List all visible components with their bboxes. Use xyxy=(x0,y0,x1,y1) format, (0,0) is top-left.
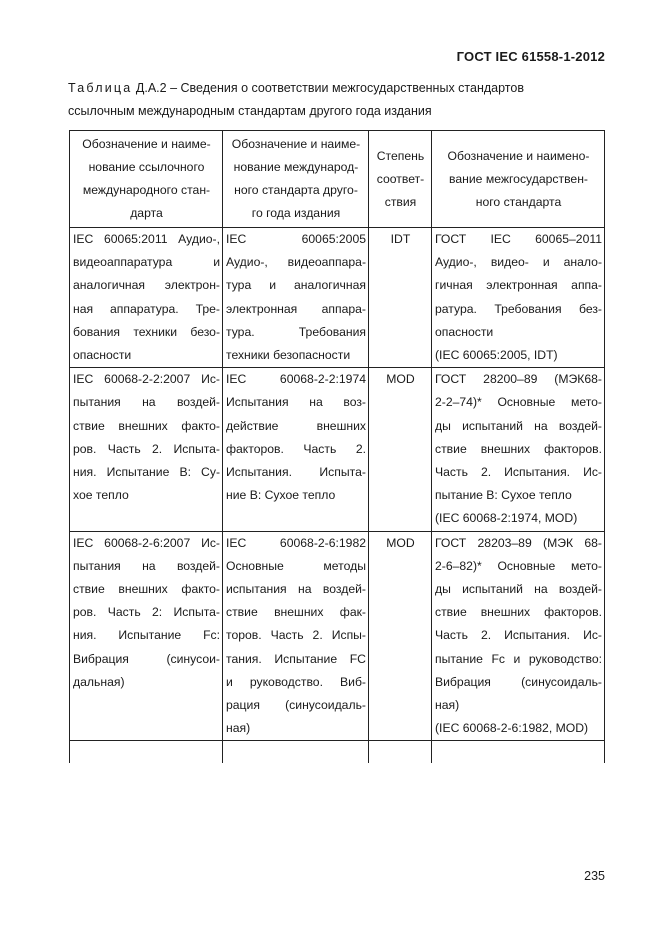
table-header-row xyxy=(70,131,605,228)
cell-line: Вибрация (синусоидаль- xyxy=(435,674,602,689)
header-ref-standard xyxy=(70,131,223,228)
table-row-empty xyxy=(70,741,605,764)
header-line: го года издания xyxy=(251,206,341,220)
cell-degree xyxy=(369,228,432,368)
header-line: Степень xyxy=(376,148,425,163)
header-line: нование ссылочного xyxy=(88,160,205,174)
cell-line: Аудио-, видео- и анало- xyxy=(435,255,602,270)
degree-value: MOD xyxy=(386,372,415,387)
cell-line: ГОСТ 28203–89 (МЭК 68- xyxy=(435,535,602,550)
table-row xyxy=(70,531,605,741)
standards-table xyxy=(69,130,605,763)
cell-empty xyxy=(432,741,605,764)
header-line: Обозначение и наиме- xyxy=(231,137,361,151)
cell-line: дальная) xyxy=(73,674,125,689)
header-line: вание межгосударствен- xyxy=(449,171,588,186)
cell-line: пытания на воздей- xyxy=(73,395,220,410)
caption-number: Д.А.2 xyxy=(135,81,167,95)
cell-line: 2-2–74)* Основные мето- xyxy=(435,395,602,410)
cell-line: тура и аналогичная xyxy=(226,278,366,293)
header-intl-standard xyxy=(223,131,369,228)
cell-gost-standard xyxy=(432,368,605,531)
cell-line: ния. Испытание В: Су- xyxy=(73,465,220,480)
cell-empty xyxy=(223,741,369,764)
cell-line: Часть 2. Испытания. Ис- xyxy=(435,628,602,643)
cell-line: торов. Часть 2. Испы- xyxy=(226,628,366,643)
degree-value: MOD xyxy=(386,535,415,550)
cell-line: опасности xyxy=(73,348,132,363)
cell-line: (IEC 60068-2:1974, MOD) xyxy=(435,511,578,526)
cell-line: Вибрация (синусои- xyxy=(73,651,220,666)
header-line: нование международ- xyxy=(233,160,359,174)
cell-line: действие внешних xyxy=(226,418,366,433)
cell-degree xyxy=(369,531,432,741)
header-line: ного стандарта друго- xyxy=(234,183,358,197)
cell-ref-standard xyxy=(70,531,223,741)
cell-line: факторов. Часть 2. xyxy=(226,441,366,456)
cell-line: бования техники безо- xyxy=(73,324,220,339)
cell-line: аналогичная электрон- xyxy=(73,278,220,293)
cell-line: ная аппаратура. Тре- xyxy=(73,301,220,316)
cell-line: ная) xyxy=(226,721,251,736)
cell-ref-standard xyxy=(70,228,223,368)
cell-line: ствие внешних факто- xyxy=(73,582,220,597)
header-line: дарта xyxy=(130,206,163,220)
caption-line-2: ссылочным международным стандартам другого года издания xyxy=(68,104,432,118)
cell-line: Часть 2. Испытания. Ис- xyxy=(435,465,602,480)
cell-line: ствие внешних факторов. xyxy=(435,441,602,456)
cell-line: испытания на воздей- xyxy=(226,582,366,597)
cell-line: ГОСТ IEC 60065–2011 xyxy=(435,232,602,246)
cell-line: ние В: Сухое тепло xyxy=(226,488,336,503)
cell-ref-standard xyxy=(70,368,223,531)
cell-degree xyxy=(369,368,432,531)
cell-line: тура. Требования xyxy=(226,324,366,339)
cell-intl-standard xyxy=(223,228,369,368)
caption-title: – Сведения о соответствии межгосударственных стандартов xyxy=(170,81,524,95)
cell-line: и руководство. Виб- xyxy=(226,674,366,689)
cell-line: опасности xyxy=(435,324,494,339)
header-line: ствия xyxy=(384,194,417,209)
cell-empty xyxy=(70,741,223,764)
cell-line: IEC 60065:2011 Аудио-, xyxy=(73,232,220,246)
cell-line: ров. Часть 2: Испыта- xyxy=(73,605,220,620)
cell-line: Аудио-, видеоаппара- xyxy=(226,255,366,270)
cell-line: электронная аппара- xyxy=(226,301,366,316)
cell-line: техники безопасности xyxy=(226,348,351,363)
cell-gost-standard xyxy=(432,531,605,741)
cell-line: ствие внешних фак- xyxy=(226,605,366,620)
caption-line-1 xyxy=(68,77,608,100)
cell-line: ды испытаний на воздей- xyxy=(435,418,602,433)
degree-value: IDT xyxy=(390,232,411,246)
cell-line: видеоаппаратура и xyxy=(73,255,220,270)
header-line: ного стандарта xyxy=(475,194,562,209)
cell-line: пытание Fc и руководство: xyxy=(435,651,602,666)
cell-intl-standard xyxy=(223,531,369,741)
cell-line: 2-6–82)* Основные мето- xyxy=(435,558,602,573)
cell-line: IEC 60068-2-2:2007 Ис- xyxy=(73,372,220,387)
cell-line: ГОСТ 28200–89 (МЭК68- xyxy=(435,372,602,387)
cell-line: IEC 60068-2-6:2007 Ис- xyxy=(73,535,220,550)
cell-line: ратура. Требования без- xyxy=(435,301,602,316)
cell-line: пытания на воздей- xyxy=(73,558,220,573)
cell-line: ствие внешних факто- xyxy=(73,418,220,433)
cell-line: рация (синусоидаль- xyxy=(226,698,366,713)
cell-line: (IEC 60068-2-6:1982, MOD) xyxy=(435,721,589,736)
cell-gost-standard xyxy=(432,228,605,368)
cell-line: ров. Часть 2. Испыта- xyxy=(73,441,220,456)
header-line: Обозначение и наимено- xyxy=(447,148,590,163)
document-standard-id: ГОСТ IEC 61558-1-2012 xyxy=(456,49,605,64)
cell-line: ды испытаний на воздей- xyxy=(435,582,602,597)
table-row xyxy=(70,368,605,531)
header-line: Обозначение и наиме- xyxy=(82,137,211,151)
cell-line: пытание В: Сухое тепло xyxy=(435,488,572,503)
cell-empty xyxy=(369,741,432,764)
header-line: международного стан- xyxy=(82,183,211,197)
cell-line: тания. Испытание FC xyxy=(226,651,366,666)
table-row xyxy=(70,228,605,368)
table-caption xyxy=(68,77,608,123)
cell-line: ния. Испытание Fc: xyxy=(73,628,220,643)
cell-line: IEC 60068-2-6:1982 xyxy=(226,535,366,550)
cell-line: Испытания на воз- xyxy=(226,395,366,410)
cell-line: IEC 60065:2005 xyxy=(226,232,366,246)
cell-line: ствие внешних факторов. xyxy=(435,605,602,620)
header-gost-standard xyxy=(432,131,605,228)
cell-line: ная) xyxy=(435,698,460,713)
cell-line: гичная электронная аппа- xyxy=(435,278,602,293)
header-line: соответ- xyxy=(376,171,425,186)
cell-intl-standard xyxy=(223,368,369,531)
cell-line: Основные методы xyxy=(226,558,366,573)
cell-line: IEC 60068-2-2:1974 xyxy=(226,372,366,387)
cell-line: (IEC 60065:2005, IDT) xyxy=(435,348,558,363)
header-degree xyxy=(369,131,432,228)
cell-line: хое тепло xyxy=(73,488,129,503)
page-number: 235 xyxy=(584,869,605,883)
cell-line: Испытания. Испытa- xyxy=(226,465,366,480)
caption-label: Таблица xyxy=(68,81,133,95)
